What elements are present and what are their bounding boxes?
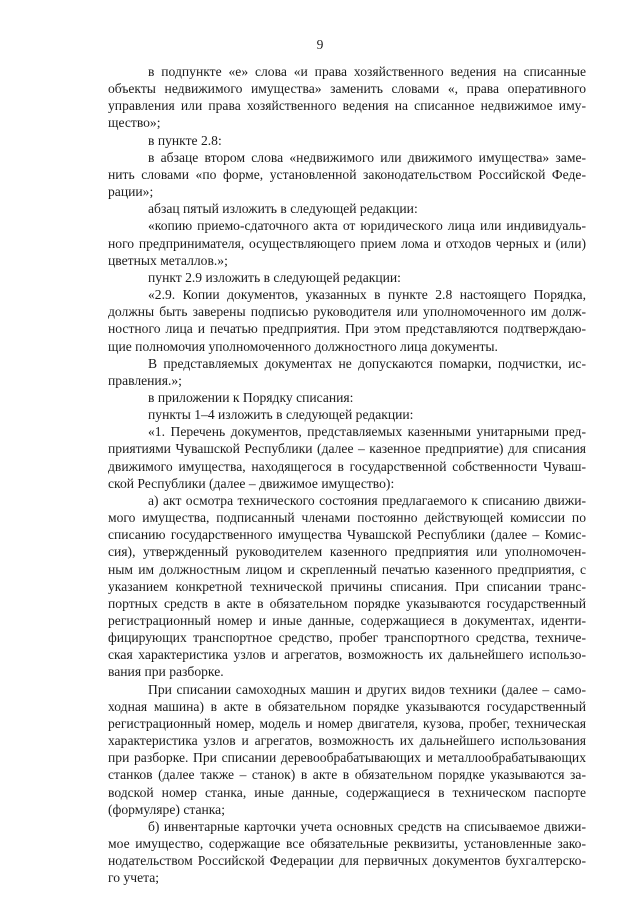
paragraph-line: го учета; (108, 870, 160, 886)
paragraph-line: ской Республики (далее – движимое имущество): (108, 475, 395, 491)
paragraph-line: водской номер станка, иные данные, содержащиеся в техническом паспорте (108, 784, 586, 800)
paragraph-line: ская характеристика узлов и агрегатов, возможность их дальнейшего использо- (108, 647, 586, 663)
paragraph-line: пункт 2.9 изложить в следующей редакции: (148, 269, 401, 285)
paragraph-line: При списании самоходных машин и других видов техники (далее – само- (148, 681, 586, 697)
paragraph-line: ного предпринимателя, осуществляющего прием лома и отходов черных и (или) (108, 235, 586, 251)
paragraph-line: В представляемых документах не допускаются помарки, подчистки, ис- (148, 355, 586, 371)
paragraph-line: в подпункте «е» слова «и права хозяйственного ведения на списанные (148, 64, 586, 79)
paragraph-line: при разборке. При списании деревообрабатывающих и металлообрабатывающих (108, 750, 586, 766)
paragraph-line: ным им должностным лицом и скрепленный печатью казенного предприятия, с (108, 561, 586, 577)
paragraph-line: «копию приемо-сдаточного акта от юридического лица или индивидуаль- (148, 218, 586, 234)
paragraph-line: портных средств в акте в обязательном порядке указываются государственный (108, 595, 586, 611)
paragraph-line: списанию государственного имущества Чувашской Республики (далее – Комис- (108, 527, 586, 543)
paragraph-line: приятиями Чувашской Республики (далее – казенное предприятие) для списания (108, 441, 586, 457)
paragraph-line: «2.9. Копии документов, указанных в пункте 2.8 настоящего Порядка, (148, 287, 586, 303)
paragraph-line: б) инвентарные карточки учета основных средств на списываемое движи- (148, 818, 586, 834)
paragraph-line: (формуляре) станка; (108, 801, 225, 817)
paragraph-line: «1. Перечень документов, представляемых казенными унитарными пред- (148, 424, 586, 440)
paragraph-line: щество»; (108, 115, 161, 131)
paragraph-line: мого имущества, подписанный членами постоянно действующей комиссии по (108, 510, 586, 526)
paragraph-line: цветных металлов.»; (108, 252, 228, 268)
paragraph-line: фицирующих транспортное средство, пробег транспортного средства, техниче- (108, 630, 586, 646)
paragraph-line: рации»; (108, 184, 154, 200)
paragraph-line: регистрационный номер и иные данные, содержащиеся в документах, иденти- (108, 613, 586, 628)
paragraph-line: станков (далее также – станок) в акте в обязательном порядке указываются за- (108, 767, 586, 783)
paragraph-line: регистрационный номер, модель и номер двигателя, кузова, пробег, техническая (108, 715, 586, 731)
paragraph-line: ходная машина) в акте в обязательном порядке указываются государственный (108, 698, 586, 714)
paragraph-line: абзац пятый изложить в следующей редакции: (148, 201, 418, 217)
paragraph-line: вания при разборке. (108, 664, 224, 680)
paragraph-line: указанием конкретной технической причины списания. При списании транс- (108, 578, 586, 594)
paragraph-line: мое имущество, содержащие все обязательные реквизиты, установленные зако- (108, 836, 586, 852)
paragraph-line: в абзаце втором слова «недвижимого или движимого имущества» заме- (148, 149, 586, 165)
paragraph-line: движимого имущества, находящегося в государственной собственности Чуваш- (108, 458, 586, 474)
paragraph-line: в приложении к Порядку списания: (148, 389, 354, 405)
paragraph-line: пункты 1–4 изложить в следующей редакции: (148, 407, 414, 423)
paragraph-line: характеристика узлов и агрегатов, возможность их дальнейшего использования (108, 733, 586, 749)
page-number: 9 (316, 37, 324, 52)
paragraph-line: щие полномочия уполномоченного должностного лица документы. (108, 338, 498, 354)
paragraph-line: правления.»; (108, 372, 182, 388)
paragraph-line: объекты недвижимого имущества» заменить словами «, права оперативного (108, 81, 586, 97)
paragraph-line: нодательством Российской Федерации для первичных документов бухгалтерско- (108, 853, 586, 869)
paragraph-line: ностного лица и печатью предприятия. При этом представляются подтверждаю- (108, 321, 586, 337)
paragraph-line: нить словами «по форме, установленной законодательством Российской Феде- (108, 166, 586, 182)
paragraph-line: сия), утвержденный руководителем казенного предприятия или уполномочен- (108, 544, 586, 560)
paragraph-line: должны быть заверены подписью руководителя или уполномоченного им долж- (108, 304, 586, 320)
paragraph-line: а) акт осмотра технического состояния предлагаемого к списанию движи- (148, 492, 586, 508)
paragraph-line: управления или права хозяйственного ведения на списанное недвижимое иму- (108, 98, 586, 114)
document-body (108, 63, 586, 887)
paragraph-line: в пункте 2.8: (148, 132, 222, 148)
